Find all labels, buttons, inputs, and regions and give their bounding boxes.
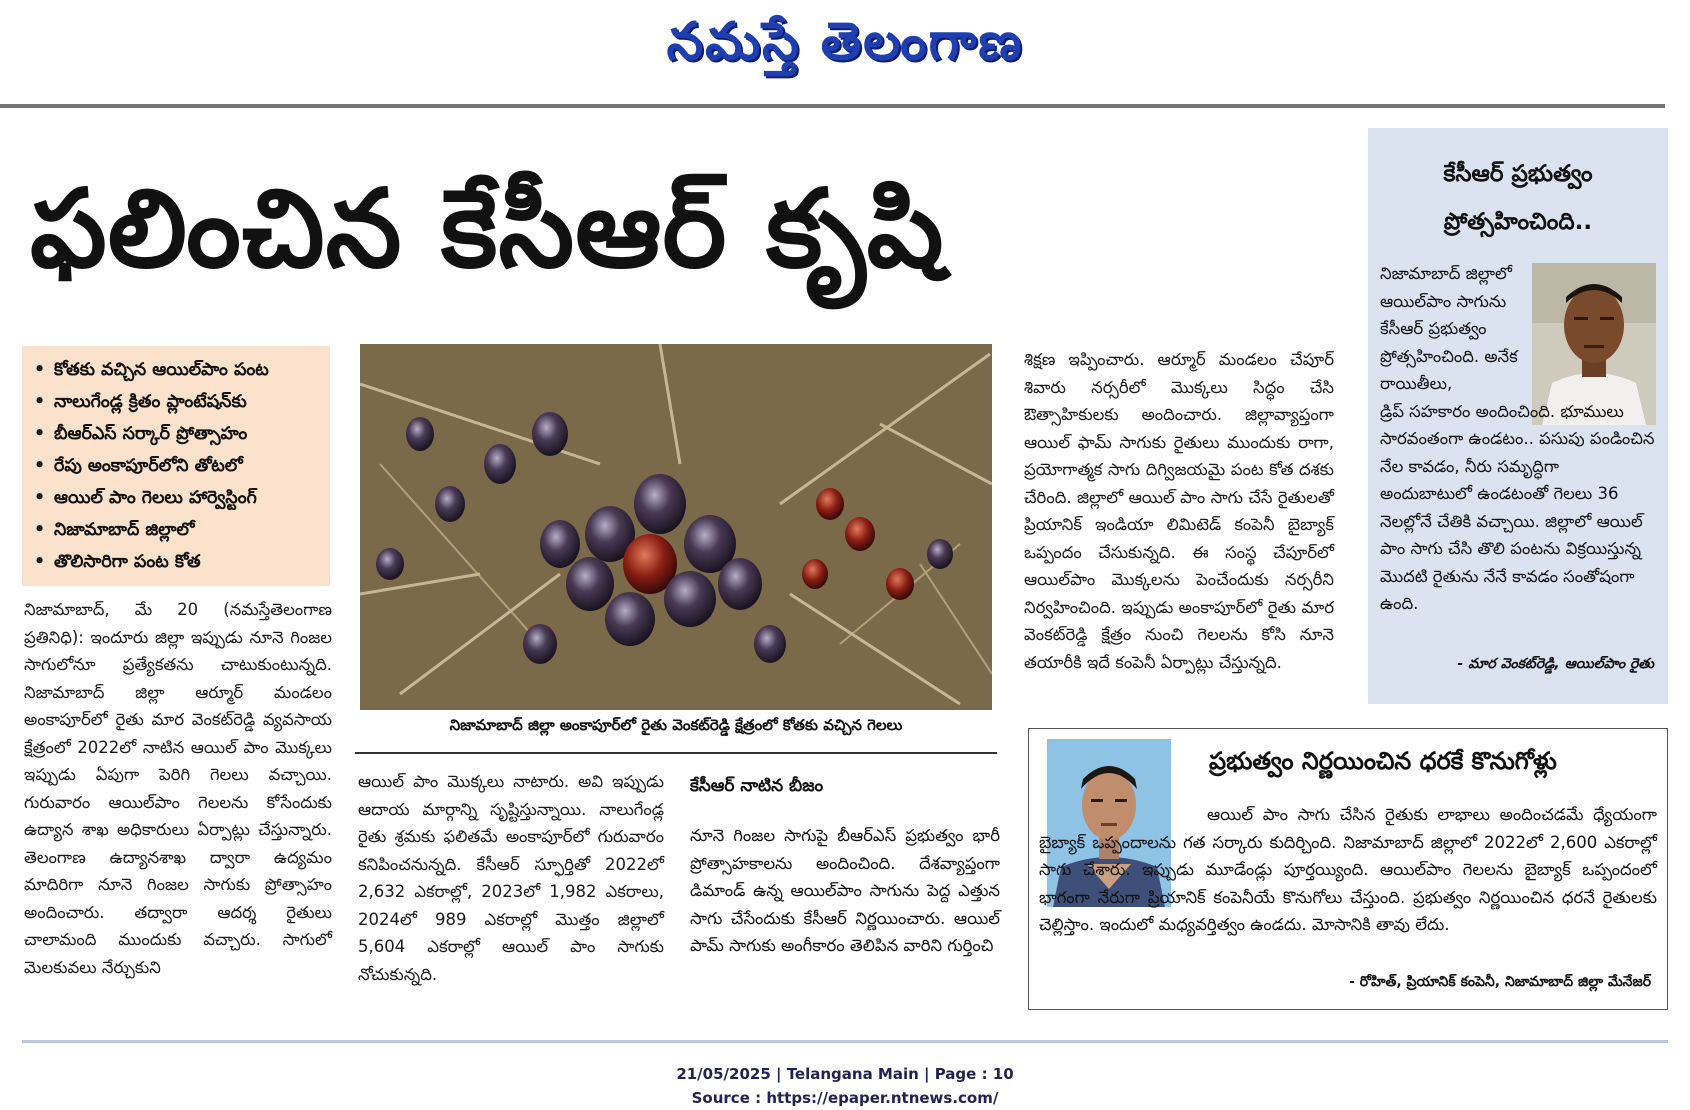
box2-body (1039, 801, 1657, 939)
caption-rule (355, 752, 997, 754)
masthead-logo[interactable]: నమస్తే తెలంగాణ (666, 12, 1024, 72)
article-column-2: ఆయిల్ పాం మొక్కలు నాటారు. అవి ఇప్పుడు ఆదాయ మార్గాన్ని సృష్టిస్తున్నాయి. నాలుగేండ్ల రైతు శ్రమకు ఫలితమే అంకాపూర్‌లో గురువారం కనిపించనున్నది. కేసీఆర్ స్ఫూర్తితో 2022లో 2,632 ఎకరాల్లో, 2023లో 1,982 ఎకరాలు, 2024లో 989 ఎకరాల్లో మొత్తం జిల్లాలో 5,604 ఎకరాల్లో ఆయిల్ పాం సాగుకు నోచుకున్నది. (358, 772, 664, 984)
highlight-item: • కోతకు వచ్చిన ఆయిల్‌పాం పంట (32, 354, 320, 386)
sidebar-title-line: ప్రోత్సహించింది.. (1443, 209, 1593, 235)
sidebar-title-line: కేసీఆర్ ప్రభుత్వం (1443, 161, 1593, 187)
footer-date-line: 21/05/2025 | Telangana Main | Page : 10 (676, 1065, 1014, 1083)
article-column-1: నిజామాబాద్, మే 20 (నమస్తేతెలంగాణ ప్రతినిధి): ఇందూరు జిల్లా ఇప్పుడు నూనె గింజల సాగులోనూ ప్రత్యేకతను చాటుకుంటున్నది. నిజామాబాద్ జిల్లా ఆర్మూర్ మండలం అంకాపూర్‌లో రైతు మార వెంకట్‌రెడ్డి వ్యవసాయ క్షేత్రంలో 2022లో నాటిన ఆయిల్ పాం మొక్కలు ఇప్పుడు ఏపుగా పెరిగి గెలలు వచ్చాయి. గురువారం ఆయిల్‌పాం గెలలను కోసేందుకు ఉద్యాన శాఖ అధికారులు ఏర్పాట్లు చేస్తున్నారు. తెలంగాణ ఉద్యానశాఖ ద్వారా ఉద్యమం మాదిరిగా నూనె గింజల సాగుకు ప్రోత్సాహం అందించారు. తద్వారా ఆదర్శ రైతులు చాలామంది ముందుకు వచ్చారు. సాగులో మెలకువలు నేర్చుకుని (24, 600, 332, 977)
highlights-box (22, 346, 330, 586)
highlight-item: • నిజామాబాద్ జిల్లాలో (32, 514, 320, 546)
masthead (0, 0, 1690, 108)
box2-signature: - రోహిత్, ప్రియానిక్ కంపెనీ, నిజామాబాద్ జిల్లా మేనేజర్ (1349, 974, 1651, 990)
page-footer (0, 1062, 1690, 1110)
sidebar-signature: - మార వెంకట్‌రెడ్డి, ఆయిల్‌పాం రైతు (1457, 656, 1654, 672)
photo-caption: నిజామాబాద్ జిల్లా అంకాపూర్‌లో రైతు వెంకట్‌రెడ్డి క్షేత్రంలో కోతకు వచ్చిన గెలలు (449, 716, 903, 734)
box2-body-text: ఆయిల్ పాం సాగు చేసిన రైతుకు లాభాలు అందించడమే ధ్యేయంగా బైబ్యాక్ ఒప్పందాలను గత సర్కారు కుదిర్చింది. నిజామాబాద్ జిల్లాలో 2022లో 2,600 ఎకరాల్లో సాగు చేశారు. ఇప్పుడు మూడేండ్లు పూర్తయ్యింది. ఆయిల్‌పాం గెలలను బైబ్యాక్ ఒప్పందంలో భాగంగా నేరుగా ప్రియానిక్ కంపెనీయే కొనుగోలు చేస్తుంది. ప్రభుత్వం నిర్ణయించిన ధరనే రైతులకు చెల్లిస్తాం. ఇందులో మధ్యవర్తిత్వం ఉండదు. మోసానికి తావు లేదు. (1039, 805, 1657, 934)
article-column-4: శిక్షణ ఇప్పించారు. ఆర్మూర్ మండలం చేపూర్ శివారు నర్సరీలో మొక్కలు సిద్ధం చేసి ఔత్సాహికులకు అందించారు. జిల్లావ్యాప్తంగా ఆయిల్ ఫామ్ సాగుకు రైతులు ముందుకు రాగా, ప్రయోగాత్మక సాగు దిగ్విజయమై పంట కోత దశకు చేరింది. జిల్లాలో ఆయిల్ పాం సాగు చేసే రైతులతో ప్రియానిక్ ఇండియా లిమిటెడ్ కంపెనీ బైబ్యాక్ ఒప్పందం చేసుకున్నది. ఈ సంస్థ చేపూర్‌లో ఆయిల్‌పాం మొక్కలను పెంచేందుకు నర్సరీని నిర్వహించింది. ఇప్పుడు అంకాపూర్‌లో రైతు మార వెంకట్‌రెడ్డి క్షేత్రం నుంచి గెలలను కోసి నూనె తయారీకి ఇదే కంపెనీ ఏర్పాట్లు చేస్తున్నది. (1024, 350, 1334, 672)
subheading: కేసీఆర్ నాటిన బీజం (690, 776, 824, 796)
highlight-item-cont: • ఆయిల్ పాం గెలలు హార్వెస్టింగ్ (32, 482, 320, 514)
sidebar-body-narrow: నిజామాబాద్ జిల్లాలో ఆయిల్‌పాం సాగును కేసీఆర్ ప్రభుత్వం ప్రోత్సహించింది. అనేక రాయితీలు, (1380, 264, 1518, 393)
article-column-3: నూనె గింజల సాగుపై బీఆర్‌ఎస్ ప్రభుత్వం భారీ ప్రోత్సాహకాలను అందించింది. దేశవ్యాప్తంగా డిమాండ్ ఉన్న ఆయిల్‌పాం సాగును పెద్ద ఎత్తున సాగు చేసేందుకు కేసీఆర్ నిర్ణయించారు. ఆయిల్ పామ్ సాగుకు అంగీకారం తెలిపిన వారిని గుర్తించి (690, 826, 1000, 955)
box2-title: ప్రభుత్వం నిర్ణయించిన ధరకే కొనుగోళ్లు (1209, 747, 1557, 775)
oil-palm-photo (360, 344, 992, 710)
highlight-item-cont: • బీఆర్‌ఎస్ సర్కార్ ప్రోత్సాహం (32, 418, 320, 450)
manager-quote-box (1028, 728, 1668, 1010)
masthead-rule (0, 104, 1665, 108)
sidebar-body-wide: డ్రిప్ సహకారం అందించింది. భూములు సారవంతంగా ఉండటం.. పసుపు పండించిన నేల కావడం, నీరు సమృద్ధిగా అందుబాటులో ఉండటంతో గెలలు 36 నెలల్లోనే చేతికి వచ్చాయి. జిల్లాలో ఆయిల్ పాం సాగు చేసి తొలి పంటను విక్రయిస్తున్న మొదటి రైతును నేనే కావడం సంతోషంగా ఉంది. (1380, 401, 1655, 613)
headline: ఫలించిన కేసీఆర్ కృషి (30, 167, 945, 292)
highlight-item: • నాలుగేండ్ల క్రితం ప్లాంటేషన్‌కు (32, 386, 320, 418)
footer-source-link[interactable]: Source : https://epaper.ntnews.com/ (691, 1089, 999, 1107)
highlight-item: • రేపు అంకాపూర్‌లోని తోటలో (32, 450, 320, 482)
sidebar-body (1380, 260, 1656, 618)
highlight-item-cont: • తొలిసారిగా పంట కోత (32, 546, 320, 578)
farmer-quote-sidebar (1368, 128, 1668, 704)
sidebar-title (1368, 150, 1668, 246)
bottom-rule (22, 1040, 1668, 1043)
